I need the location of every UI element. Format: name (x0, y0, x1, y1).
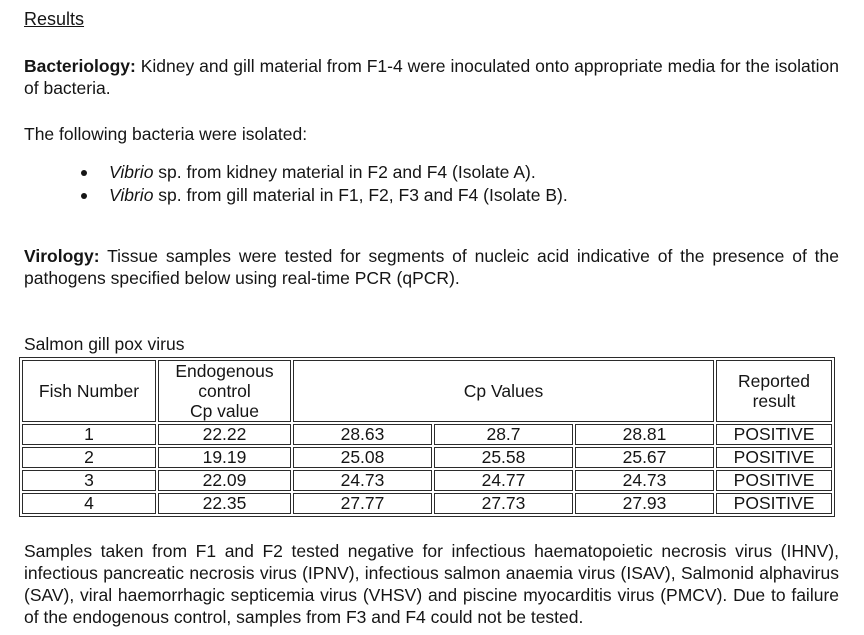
header-line: result (752, 391, 796, 411)
table-row (22, 424, 832, 445)
cell-reported-result: POSITIVE (716, 447, 832, 468)
virology-paragraph (24, 245, 839, 289)
cell-cp-value-1: 24.73 (293, 470, 432, 491)
header-line: Cp value (189, 401, 260, 421)
cell-fish-number: 1 (22, 424, 156, 445)
list-item-text: sp. from kidney material in F2 and F4 (Isolate A). (153, 162, 536, 182)
cell-endogenous-cp: 22.35 (158, 493, 291, 514)
col-header-fish-number: Fish Number (22, 360, 156, 422)
bacteriology-paragraph (24, 55, 839, 99)
table-row (22, 447, 832, 468)
cell-cp-value-3: 28.81 (575, 424, 714, 445)
qpcr-results-table (19, 357, 835, 517)
genus-italic: Vibrio (109, 162, 154, 182)
table-caption: Salmon gill pox virus (24, 334, 185, 354)
cell-cp-value-2: 24.77 (434, 470, 573, 491)
isolated-intro: The following bacteria were isolated: (24, 124, 308, 144)
table-row (22, 493, 832, 514)
cell-cp-value-3: 27.93 (575, 493, 714, 514)
table-header-row (22, 360, 832, 422)
cell-cp-value-2: 28.7 (434, 424, 573, 445)
list-item (79, 161, 839, 184)
cell-cp-value-1: 25.08 (293, 447, 432, 468)
cell-reported-result: POSITIVE (716, 470, 832, 491)
cell-fish-number: 4 (22, 493, 156, 514)
cell-endogenous-cp: 22.09 (158, 470, 291, 491)
col-header-cp-values: Cp Values (293, 360, 714, 422)
virology-label: Virology: (24, 246, 100, 266)
col-header-reported-result (716, 360, 832, 422)
cell-fish-number: 2 (22, 447, 156, 468)
cell-endogenous-cp: 19.19 (158, 447, 291, 468)
bacteriology-text: Kidney and gill material from F1-4 were inoculated onto appropriate media for the isolation of bacteria. (24, 56, 839, 98)
header-line: Reported (738, 371, 811, 391)
cell-endogenous-cp: 22.22 (158, 424, 291, 445)
list-item-text: sp. from gill material in F1, F2, F3 and F4 (Isolate B). (153, 185, 568, 205)
cell-fish-number: 3 (22, 470, 156, 491)
cell-cp-value-1: 27.77 (293, 493, 432, 514)
cell-reported-result: POSITIVE (716, 493, 832, 514)
results-heading: Results (24, 9, 85, 29)
cell-cp-value-3: 25.67 (575, 447, 714, 468)
table-row (22, 470, 832, 491)
header-line: control (198, 381, 251, 401)
col-header-endogenous-control (158, 360, 291, 422)
cell-cp-value-3: 24.73 (575, 470, 714, 491)
bacteriology-label: Bacteriology: (24, 56, 136, 76)
closing-paragraph: Samples taken from F1 and F2 tested negative for infectious haematopoietic necrosis virus (IHNV), infectious pancreatic necrosis virus (IPNV), infectious salmon anaemia virus (ISAV), Salmonid alphavirus (SAV), viral haemorrhagic septicemia virus (VHSV) and piscine myocarditis virus (PMCV). Due to failure of the endogenous control, samples from F3 and F4 could not be tested. (24, 541, 839, 627)
cell-cp-value-1: 28.63 (293, 424, 432, 445)
list-item (79, 184, 839, 207)
virology-text: Tissue samples were tested for segments of nucleic acid indicative of the presence of the pathogens specified below using real-time PCR (qPCR). (24, 246, 839, 288)
isolated-bacteria-list (24, 161, 839, 207)
cell-reported-result: POSITIVE (716, 424, 832, 445)
genus-italic: Vibrio (109, 185, 154, 205)
header-line: Endogenous (175, 361, 274, 381)
cell-cp-value-2: 25.58 (434, 447, 573, 468)
cell-cp-value-2: 27.73 (434, 493, 573, 514)
